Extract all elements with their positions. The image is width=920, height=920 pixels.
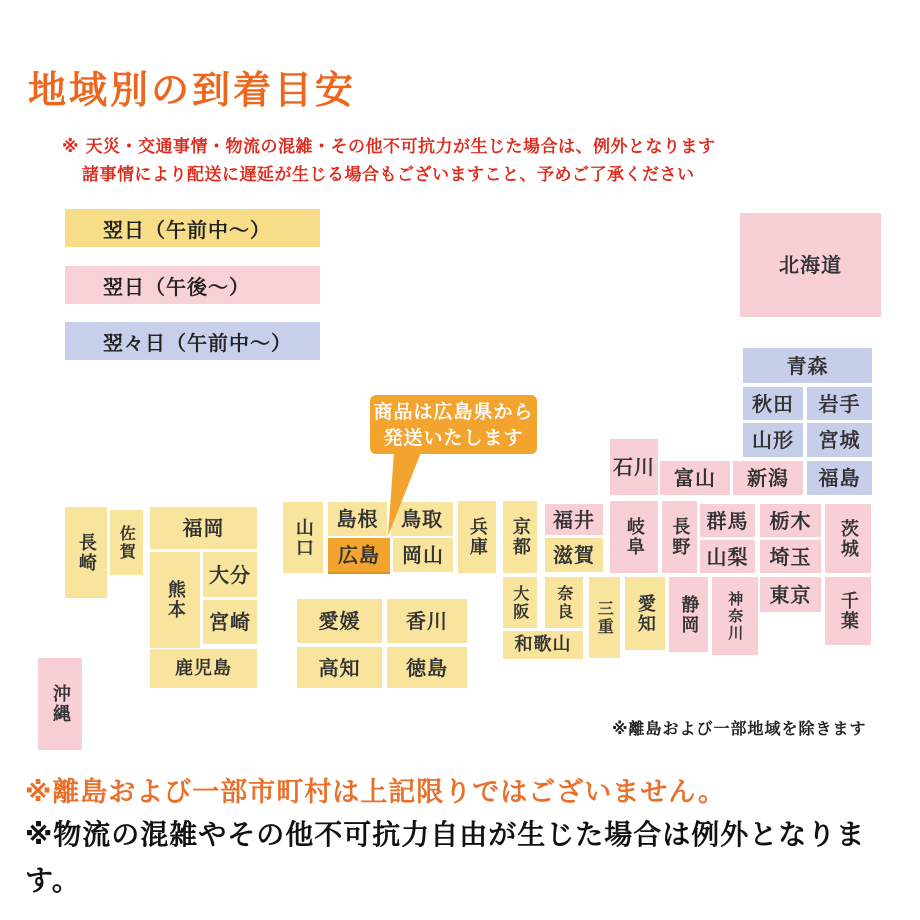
prefecture-box-千葉: 千葉	[825, 577, 871, 645]
prefecture-box-福島: 福島	[807, 461, 872, 495]
prefecture-box-佐賀: 佐賀	[110, 510, 143, 575]
prefecture-box-京都: 京都	[503, 501, 537, 573]
prefecture-box-新潟: 新潟	[733, 461, 803, 495]
prefecture-box-山口: 山口	[283, 502, 323, 573]
page-title: 地域別の到着目安	[28, 68, 357, 113]
legend-label: 翌日（午前中～）	[103, 217, 271, 242]
prefecture-box-大阪: 大阪	[503, 577, 537, 628]
legend-label: 翌日（午後～）	[103, 274, 250, 299]
prefecture-box-鹿児島: 鹿児島	[150, 649, 257, 688]
remote-islands-map-note: ※離島および一部地域を除きます	[612, 719, 867, 738]
prefecture-box-滋賀: 滋賀	[545, 538, 603, 572]
prefecture-box-埼玉: 埼玉	[760, 540, 821, 573]
prefecture-box-徳島: 徳島	[387, 647, 467, 688]
prefecture-box-茨城: 茨城	[825, 504, 871, 573]
callout-line-1: 商品は広島県から	[373, 400, 534, 423]
callout-line-2: 発送いたします	[383, 426, 524, 449]
prefecture-box-高知: 高知	[297, 647, 382, 688]
prefecture-box-愛媛: 愛媛	[297, 599, 382, 643]
prefecture-box-岡山: 岡山	[393, 538, 453, 572]
legend-label: 翌々日（午前中～）	[103, 330, 292, 355]
prefecture-box-神奈川: 神奈川	[712, 577, 758, 655]
prefecture-box-長崎: 長崎	[65, 507, 107, 598]
prefecture-box-広島: 広島	[328, 538, 390, 572]
prefecture-box-三重: 三重	[589, 577, 620, 658]
ships-from-hiroshima-callout	[370, 395, 537, 454]
prefecture-box-静岡: 静岡	[669, 577, 708, 652]
footnote-logistics-line-2: す。	[25, 864, 81, 897]
prefecture-box-北海道: 北海道	[740, 213, 881, 317]
prefecture-box-愛知: 愛知	[625, 577, 665, 650]
prefecture-box-香川: 香川	[387, 599, 467, 643]
prefecture-box-群馬: 群馬	[700, 504, 755, 537]
prefecture-box-島根: 島根	[328, 502, 387, 536]
prefecture-box-奈良: 奈良	[545, 577, 583, 628]
footnote-logistics	[25, 812, 865, 904]
prefecture-box-鳥取: 鳥取	[391, 502, 453, 536]
prefecture-box-福岡: 福岡	[150, 507, 257, 549]
prefecture-box-山形: 山形	[743, 423, 803, 457]
prefecture-box-富山: 富山	[660, 461, 730, 495]
disclaimer-line-1: ※ 天災・交通事情・物流の混雑・その他不可抗力が生じた場合は、例外となります	[62, 137, 716, 157]
prefecture-box-栃木: 栃木	[760, 504, 821, 537]
prefecture-box-熊本: 熊本	[150, 552, 200, 648]
prefecture-box-岐阜: 岐阜	[610, 501, 658, 573]
prefecture-box-岩手: 岩手	[807, 387, 872, 420]
prefecture-box-東京: 東京	[760, 577, 821, 612]
disclaimer-line-2: 諸事情により配送に遅延が生じる場合もございますこと、予めご了承ください	[82, 165, 695, 185]
prefecture-box-沖縄: 沖縄	[38, 658, 82, 750]
prefecture-box-宮崎: 宮崎	[203, 600, 257, 644]
prefecture-box-山梨: 山梨	[700, 540, 755, 573]
footnote-remote-islands: ※離島および一部市町村は上記限りではございません。	[25, 777, 726, 808]
footnote-logistics-line-1: ※物流の混雑やその他不可抗力自由が生じた場合は例外となりま	[25, 818, 866, 851]
prefecture-box-青森: 青森	[743, 348, 872, 383]
prefecture-box-長野: 長野	[662, 501, 697, 573]
prefecture-box-大分: 大分	[203, 552, 257, 597]
prefecture-box-宮城: 宮城	[807, 423, 872, 457]
prefecture-box-兵庫: 兵庫	[458, 501, 496, 573]
prefecture-box-石川: 石川	[610, 439, 658, 495]
prefecture-box-和歌山: 和歌山	[503, 631, 583, 659]
prefecture-box-福井: 福井	[545, 504, 603, 535]
prefecture-box-秋田: 秋田	[743, 387, 803, 420]
